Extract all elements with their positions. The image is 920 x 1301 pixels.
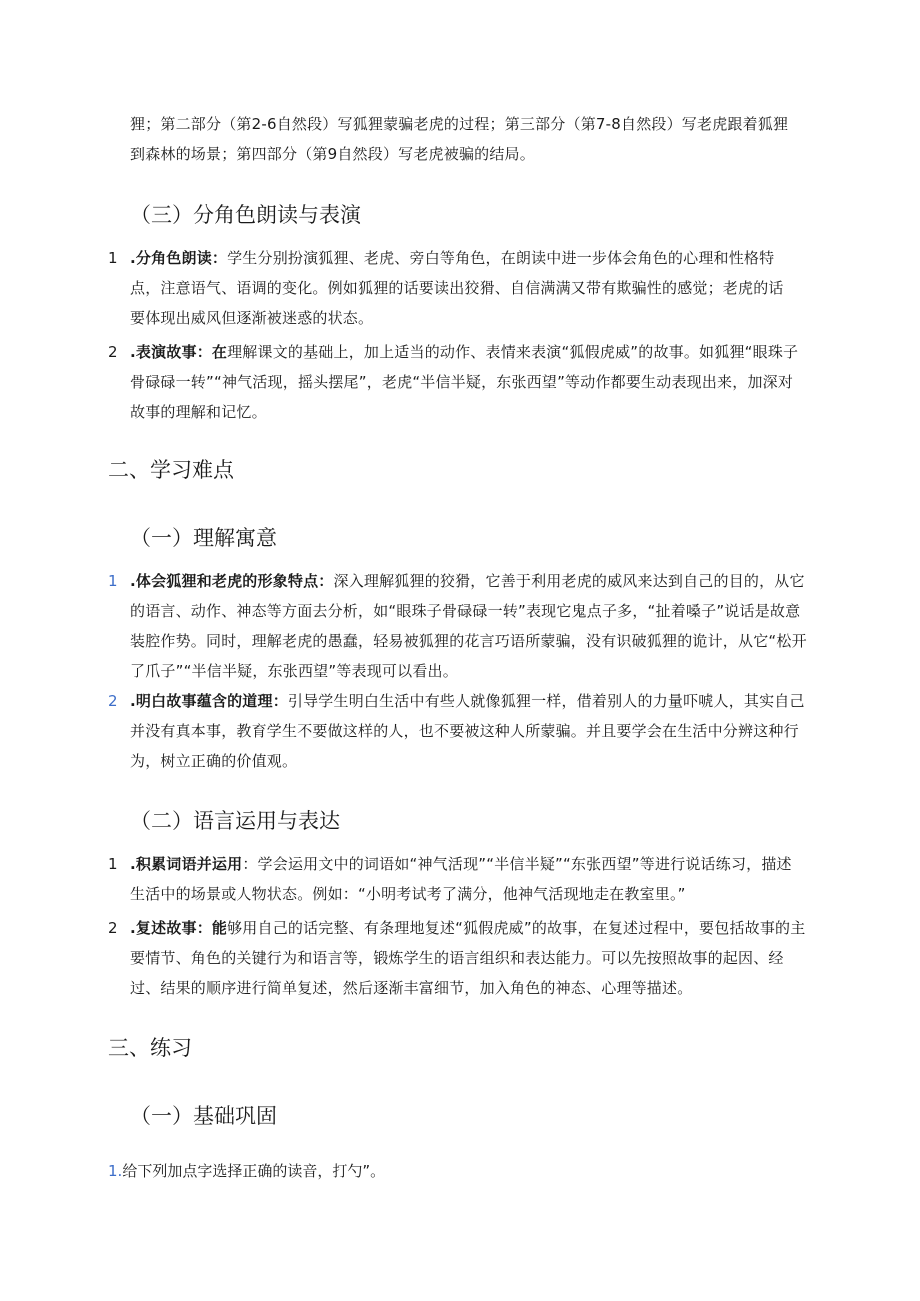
item-lead: .明白故事蕴含的道理： (130, 692, 288, 710)
list-number: 1 (108, 249, 118, 267)
list-number: 2 (108, 692, 118, 710)
heading-basics: （一）基础巩固 (130, 1104, 277, 1128)
list-number: 1 (108, 572, 118, 590)
heading-language-use: （二）语言运用与表达 (130, 809, 340, 833)
item-body: 引导学生明白生活中有些人就像狐狸一样，借着别人的力量吓唬人，其实自己并没有真本事，教育学生不要做这样的人，也不要被这种人所蒙骗。并且要学会在生活中分辨这种行为，树立正确的价值观。 (130, 692, 805, 770)
item-body: 理解课文的基础上，加上适当的动作、表情来表演“狐假虎威”的故事。如狐狸“眼珠子骨碌碌一转”“神气活现，摇头摆尾”，老虎“半信半疑，东张西望”等动作都要生动表现出来，加深对故事的理解和记忆。 (130, 343, 799, 421)
heading-role-reading: （三）分角色朗读与表演 (130, 203, 361, 227)
list-number: 2 (108, 919, 118, 937)
item-body: ：学会运用文中的词语如“神气活现”“半信半疑”“东张西望”等进行说话练习，描述生活中的场景或人物状态。例如：“小明考试考了满分，他神气活现地走在教室里。” (130, 855, 792, 903)
intro-paragraph (130, 109, 810, 169)
item-lead: .积累词语并运用 (130, 855, 243, 873)
exercise-text: 给下列加点字选择正确的读音，打勺”。 (122, 1162, 386, 1180)
item-lead: .表演故事：在 (130, 343, 228, 361)
list-item-role-reading (130, 243, 798, 333)
section-heading-exercises: 三、练习 (108, 1036, 192, 1060)
section-heading-difficulties: 二、学习难点 (108, 458, 234, 482)
list-item-vocabulary (130, 849, 792, 909)
heading-moral: （一）理解寓意 (130, 526, 277, 550)
list-item-characters (130, 566, 810, 686)
item-body: 学生分别扮演狐狸、老虎、旁白等角色，在朗读中进一步体会角色的心理和性格特点，注意语气、语调的变化。例如狐狸的话要读出狡猾、自信满满又带有欺骗性的感觉；老虎的话要体现出威风但逐渐被迷惑的状态。 (130, 249, 784, 327)
list-number: 1 (108, 855, 118, 873)
item-body: 够用自己的话完整、有条理地复述“狐假虎威”的故事，在复述过程中，要包括故事的主要情节、角色的关键行为和语言等，锻炼学生的语言组织和表达能力。可以先按照故事的起因、经过、结果的顺序进行简单复述，然后逐渐丰富细节，加入角色的神态、心理等描述。 (130, 919, 806, 997)
list-item-retell (130, 913, 810, 1003)
list-item-perform-story (130, 337, 800, 427)
item-lead: .复述故事：能 (130, 919, 228, 937)
list-item-moral (130, 686, 810, 776)
list-number: 2 (108, 343, 118, 361)
item-body: 深入理解狐狸的狡猾，它善于利用老虎的威风来达到自己的目的，从它的语言、动作、神态等方面去分析，如“眼珠子骨碌碌一转”表现它鬼点子多，“扯着嗓子”说话是故意装腔作势。同时，理解老虎的愚蠢，轻易被狐狸的花言巧语所蒙骗，没有识破狐狸的诡计，从它“松开了爪子”“半信半疑，东张西望”等表现可以看出。 (130, 572, 807, 680)
item-lead: .体会狐狸和老虎的形象特点： (130, 572, 334, 590)
exercise-item (108, 1156, 385, 1186)
exercise-number: 1. (108, 1162, 123, 1180)
item-lead: .分角色朗读： (130, 249, 228, 267)
intro-line-1: 狸；第二部分（第2-6自然段）写狐狸蒙骗老虎的过程；第三部分（第7-8自然段）写老虎跟着狐狸 (130, 115, 789, 133)
intro-line-2: 到森林的场景；第四部分（第9自然段）写老虎被骗的结局。 (130, 145, 535, 163)
